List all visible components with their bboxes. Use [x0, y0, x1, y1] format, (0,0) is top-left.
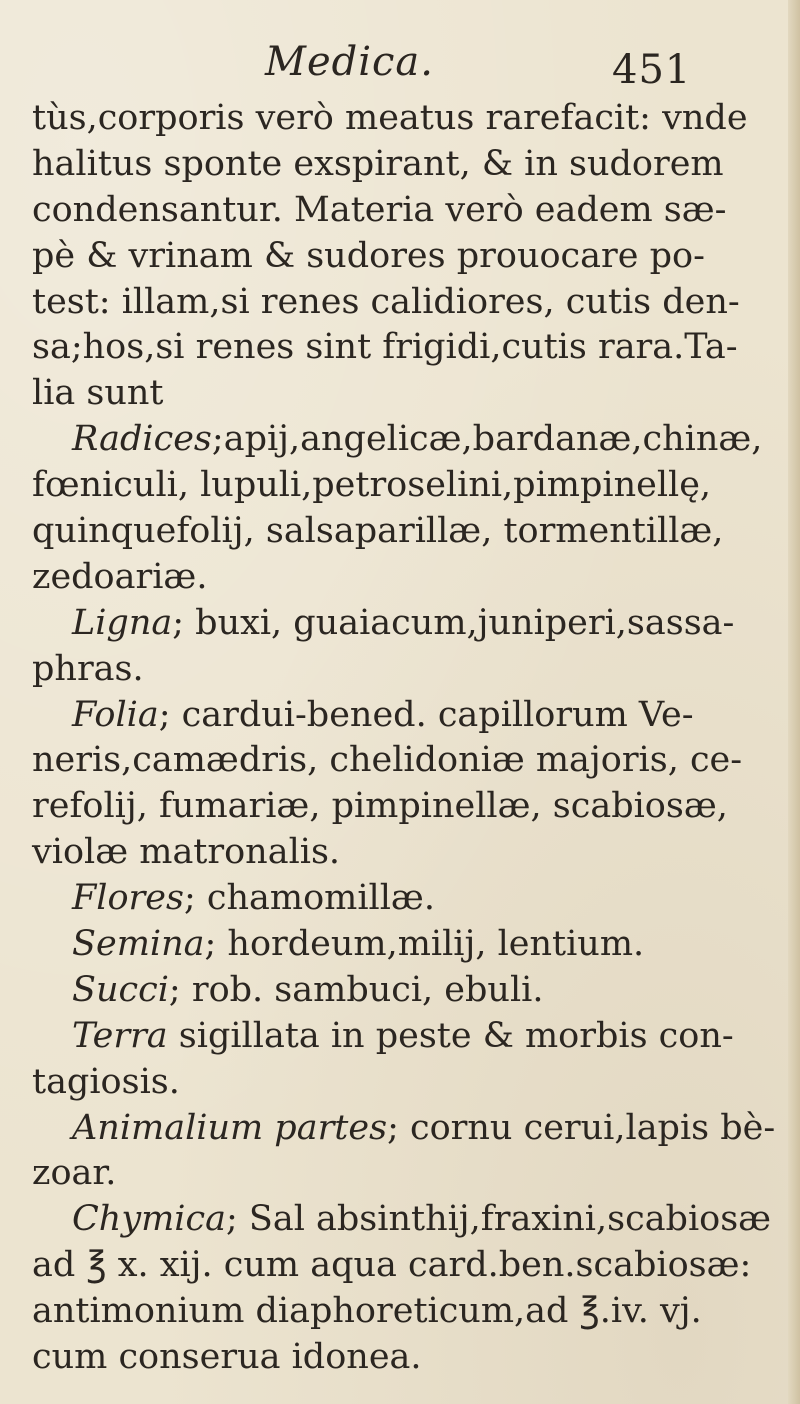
entry-label: Radices [72, 419, 212, 460]
text-line: ad ℥ x. xij. cum aqua card.ben.scabiosæ: [32, 1245, 752, 1286]
entry-semina: Semina; hordeum,milij, lentium. [72, 924, 645, 965]
entry-folia: Folia; cardui-bened. capillorum Ve- [72, 694, 694, 735]
running-head: Medica. [265, 39, 434, 85]
entry-label: Terra [72, 1015, 168, 1056]
text-line: condensantur. Materia verò eadem sæ- [32, 189, 727, 230]
page-edge [788, 0, 800, 1404]
body-text [32, 96, 776, 1381]
text-line: sa;hos,si renes sint frigidi,cutis rara.Ta- [32, 327, 738, 368]
text-line: zoar. [32, 1153, 117, 1194]
text-line: cum conserua idonea. [32, 1337, 422, 1378]
text-line: halitus sponte exspirant, & in sudorem [32, 143, 724, 184]
entry-animalium-partes: Animalium partes; cornu cerui,lapis bè- [72, 1107, 776, 1148]
entry-label: Flores [72, 878, 184, 919]
page-number: 451 [612, 47, 692, 93]
text-line: lia sunt [32, 373, 164, 414]
entry-flores: Flores; chamomillæ. [72, 878, 435, 919]
entry-label: Chymica [72, 1199, 226, 1240]
entry-label: Folia [72, 694, 159, 735]
text-line: antimonium diaphoreticum,ad ℥.iv. vj. [32, 1291, 702, 1332]
entry-label: Semina [72, 924, 205, 965]
text-line: zedoariæ. [32, 556, 208, 597]
text-line: tùs,corporis verò meatus rarefacit: vnde [32, 98, 748, 138]
entry-label: Animalium partes [72, 1107, 388, 1148]
entry-radices: Radices;apij,angelicæ,bardanæ,chinæ, [72, 419, 763, 460]
entry-terra: Terra sigillata in peste & morbis con- [72, 1015, 734, 1056]
text-line: neris,camædris, chelidoniæ majoris, ce- [32, 740, 743, 781]
text-line: pè & vrinam & sudores prouocare po- [32, 235, 705, 276]
entry-ligna: Ligna; buxi, guaiacum,juniperi,sassa- [72, 602, 735, 643]
text-line: quinquefolij, salsaparillæ, tormentillæ, [32, 511, 724, 552]
entry-label: Succi [72, 969, 169, 1010]
page-header [0, 38, 800, 93]
text-line: tagiosis. [32, 1061, 180, 1102]
text-line: phras. [32, 648, 144, 689]
entry-label: Ligna [72, 602, 173, 643]
text-line: violæ matronalis. [32, 832, 341, 873]
text-line: fœniculi, lupuli,petroselini,pimpinellę, [32, 465, 712, 506]
entry-succi: Succi; rob. sambuci, ebuli. [72, 969, 544, 1010]
entry-chymica: Chymica; Sal absinthij,fraxini,scabiosæ [72, 1199, 772, 1240]
text-line: refolij, fumariæ, pimpinellæ, scabiosæ, [32, 786, 728, 827]
text-line: test: illam,si renes calidiores, cutis den- [32, 281, 740, 322]
